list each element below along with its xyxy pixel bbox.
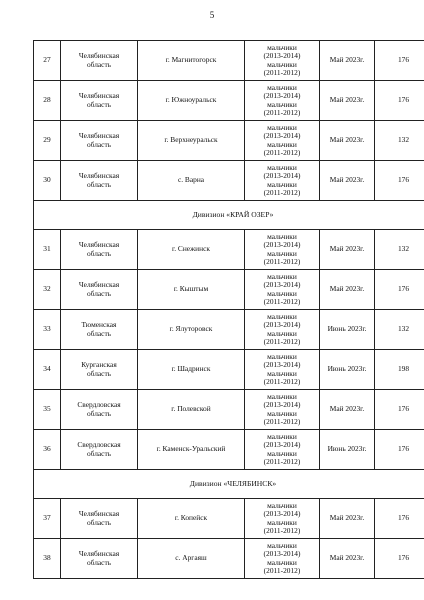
- age-group-line: мальчики: [267, 83, 297, 93]
- tournament-schedule-table: [33, 40, 424, 579]
- region-cell: [61, 350, 138, 390]
- age-group-line: мальчики: [267, 248, 297, 258]
- division-header-row: [34, 201, 424, 230]
- row-number-cell: 29: [34, 121, 61, 161]
- table-row: [34, 310, 424, 350]
- participants-count-cell: 132: [375, 230, 424, 270]
- region-line: область: [86, 328, 112, 338]
- age-group-line: мальчики: [267, 501, 297, 511]
- age-group-line: (2011-2012): [263, 565, 301, 575]
- date-cell: Июнь 2023г.: [320, 350, 375, 390]
- participants-count-cell: 176: [375, 430, 424, 470]
- table-row: [34, 270, 424, 310]
- region-line: Челябинская: [78, 509, 120, 519]
- region-cell: [61, 270, 138, 310]
- region-cell: [61, 81, 138, 121]
- age-group-line: (2013-2014): [263, 51, 301, 61]
- row-number-cell: 30: [34, 161, 61, 201]
- row-number-cell: 31: [34, 230, 61, 270]
- region-line: область: [86, 248, 112, 258]
- region-line: Тюменская: [81, 320, 117, 330]
- region-cell: [61, 310, 138, 350]
- table-row: [34, 81, 424, 121]
- region-cell: [61, 430, 138, 470]
- age-group-line: (2011-2012): [263, 456, 301, 466]
- row-number-cell: 38: [34, 539, 61, 579]
- age-group-line: мальчики: [267, 448, 297, 458]
- age-group-line: мальчики: [267, 123, 297, 133]
- row-number-cell: 37: [34, 499, 61, 539]
- age-group-line: мальчики: [267, 179, 297, 189]
- table-row: [34, 430, 424, 470]
- participants-count-cell: 176: [375, 270, 424, 310]
- age-group-cell: [245, 230, 320, 270]
- table-row: [34, 41, 424, 81]
- row-number-cell: 35: [34, 390, 61, 430]
- age-group-line: мальчики: [267, 232, 297, 242]
- participants-count-cell: 198: [375, 350, 424, 390]
- city-cell: г. Южноуральск: [138, 81, 245, 121]
- date-cell: Июнь 2023г.: [320, 310, 375, 350]
- age-group-cell: [245, 121, 320, 161]
- region-line: область: [86, 448, 112, 458]
- age-group-cell: [245, 499, 320, 539]
- age-group-cell: [245, 41, 320, 81]
- region-line: область: [86, 368, 112, 378]
- participants-count-cell: 176: [375, 499, 424, 539]
- region-cell: [61, 499, 138, 539]
- row-number-cell: 34: [34, 350, 61, 390]
- row-number-cell: 36: [34, 430, 61, 470]
- date-cell: Май 2023г.: [320, 499, 375, 539]
- participants-count-cell: 176: [375, 41, 424, 81]
- city-cell: г. Ялуторовск: [138, 310, 245, 350]
- date-cell: Май 2023г.: [320, 270, 375, 310]
- age-group-line: мальчики: [267, 99, 297, 109]
- region-line: Челябинская: [78, 240, 120, 250]
- age-group-cell: [245, 270, 320, 310]
- division-title: Дивизион «ЧЕЛЯБИНСК»: [34, 470, 424, 499]
- division-header-row: [34, 470, 424, 499]
- age-group-line: (2011-2012): [263, 336, 301, 346]
- region-line: область: [86, 557, 112, 567]
- participants-count-cell: 132: [375, 121, 424, 161]
- city-cell: с. Варна: [138, 161, 245, 201]
- region-cell: [61, 121, 138, 161]
- age-group-line: (2011-2012): [263, 107, 301, 117]
- age-group-line: мальчики: [267, 541, 297, 551]
- region-line: область: [86, 139, 112, 149]
- region-line: область: [86, 288, 112, 298]
- age-group-cell: [245, 430, 320, 470]
- age-group-line: (2011-2012): [263, 416, 301, 426]
- date-cell: Май 2023г.: [320, 230, 375, 270]
- age-group-line: (2013-2014): [263, 360, 301, 370]
- table-row: [34, 121, 424, 161]
- region-line: область: [86, 179, 112, 189]
- region-line: область: [86, 408, 112, 418]
- age-group-line: мальчики: [267, 432, 297, 442]
- age-group-line: (2013-2014): [263, 549, 301, 559]
- age-group-line: (2013-2014): [263, 320, 301, 330]
- age-group-line: мальчики: [267, 272, 297, 282]
- region-cell: [61, 161, 138, 201]
- date-cell: Май 2023г.: [320, 161, 375, 201]
- table-row: [34, 230, 424, 270]
- age-group-line: мальчики: [267, 517, 297, 527]
- age-group-line: (2011-2012): [263, 67, 301, 77]
- age-group-line: (2013-2014): [263, 280, 301, 290]
- age-group-line: (2011-2012): [263, 296, 301, 306]
- date-cell: Май 2023г.: [320, 41, 375, 81]
- age-group-cell: [245, 310, 320, 350]
- region-line: область: [86, 517, 112, 527]
- age-group-cell: [245, 350, 320, 390]
- table-body: [34, 41, 424, 579]
- region-cell: [61, 390, 138, 430]
- date-cell: Май 2023г.: [320, 390, 375, 430]
- date-cell: Май 2023г.: [320, 81, 375, 121]
- city-cell: с. Аргаяш: [138, 539, 245, 579]
- age-group-line: мальчики: [267, 557, 297, 567]
- table-row: [34, 539, 424, 579]
- age-group-line: (2013-2014): [263, 171, 301, 181]
- age-group-line: (2011-2012): [263, 187, 301, 197]
- age-group-cell: [245, 539, 320, 579]
- city-cell: г. Кыштым: [138, 270, 245, 310]
- table-row: [34, 390, 424, 430]
- age-group-line: (2013-2014): [263, 400, 301, 410]
- city-cell: г. Каменск-Уральский: [138, 430, 245, 470]
- city-cell: г. Шадринск: [138, 350, 245, 390]
- row-number-cell: 28: [34, 81, 61, 121]
- age-group-line: (2011-2012): [263, 256, 301, 266]
- age-group-line: (2013-2014): [263, 509, 301, 519]
- table-row: [34, 350, 424, 390]
- table-row: [34, 161, 424, 201]
- region-cell: [61, 41, 138, 81]
- date-cell: Июнь 2023г.: [320, 430, 375, 470]
- age-group-cell: [245, 161, 320, 201]
- age-group-line: мальчики: [267, 288, 297, 298]
- age-group-line: мальчики: [267, 392, 297, 402]
- age-group-line: (2013-2014): [263, 440, 301, 450]
- region-line: область: [86, 99, 112, 109]
- city-cell: г. Снежинск: [138, 230, 245, 270]
- row-number-cell: 32: [34, 270, 61, 310]
- participants-count-cell: 176: [375, 539, 424, 579]
- age-group-cell: [245, 390, 320, 430]
- region-cell: [61, 539, 138, 579]
- city-cell: г. Верхнеуральск: [138, 121, 245, 161]
- age-group-line: (2011-2012): [263, 525, 301, 535]
- age-group-cell: [245, 81, 320, 121]
- age-group-line: мальчики: [267, 368, 297, 378]
- city-cell: г. Копейск: [138, 499, 245, 539]
- age-group-line: мальчики: [267, 312, 297, 322]
- table-row: [34, 499, 424, 539]
- age-group-line: мальчики: [267, 43, 297, 53]
- region-line: Челябинская: [78, 51, 120, 61]
- region-line: Свердловская: [77, 440, 121, 450]
- row-number-cell: 27: [34, 41, 61, 81]
- age-group-line: (2013-2014): [263, 131, 301, 141]
- age-group-line: мальчики: [267, 408, 297, 418]
- region-line: Челябинская: [78, 131, 120, 141]
- region-line: Челябинская: [78, 171, 120, 181]
- participants-count-cell: 176: [375, 390, 424, 430]
- age-group-line: (2011-2012): [263, 376, 301, 386]
- region-line: область: [86, 59, 112, 69]
- age-group-line: (2013-2014): [263, 91, 301, 101]
- region-line: Челябинская: [78, 549, 120, 559]
- region-line: Свердловская: [77, 400, 121, 410]
- age-group-line: (2013-2014): [263, 240, 301, 250]
- page-number: 5: [209, 10, 215, 20]
- date-cell: Май 2023г.: [320, 539, 375, 579]
- age-group-line: (2011-2012): [263, 147, 301, 157]
- date-cell: Май 2023г.: [320, 121, 375, 161]
- age-group-line: мальчики: [267, 59, 297, 69]
- age-group-line: мальчики: [267, 328, 297, 338]
- row-number-cell: 33: [34, 310, 61, 350]
- region-line: Челябинская: [78, 280, 120, 290]
- region-cell: [61, 230, 138, 270]
- age-group-line: мальчики: [267, 139, 297, 149]
- age-group-line: мальчики: [267, 352, 297, 362]
- city-cell: г. Полевской: [138, 390, 245, 430]
- age-group-line: мальчики: [267, 163, 297, 173]
- participants-count-cell: 176: [375, 161, 424, 201]
- division-title: Дивизион «КРАЙ ОЗЕР»: [34, 201, 424, 230]
- city-cell: г. Магнитогорск: [138, 41, 245, 81]
- participants-count-cell: 176: [375, 81, 424, 121]
- participants-count-cell: 132: [375, 310, 424, 350]
- region-line: Челябинская: [78, 91, 120, 101]
- region-line: Курганская: [81, 360, 117, 370]
